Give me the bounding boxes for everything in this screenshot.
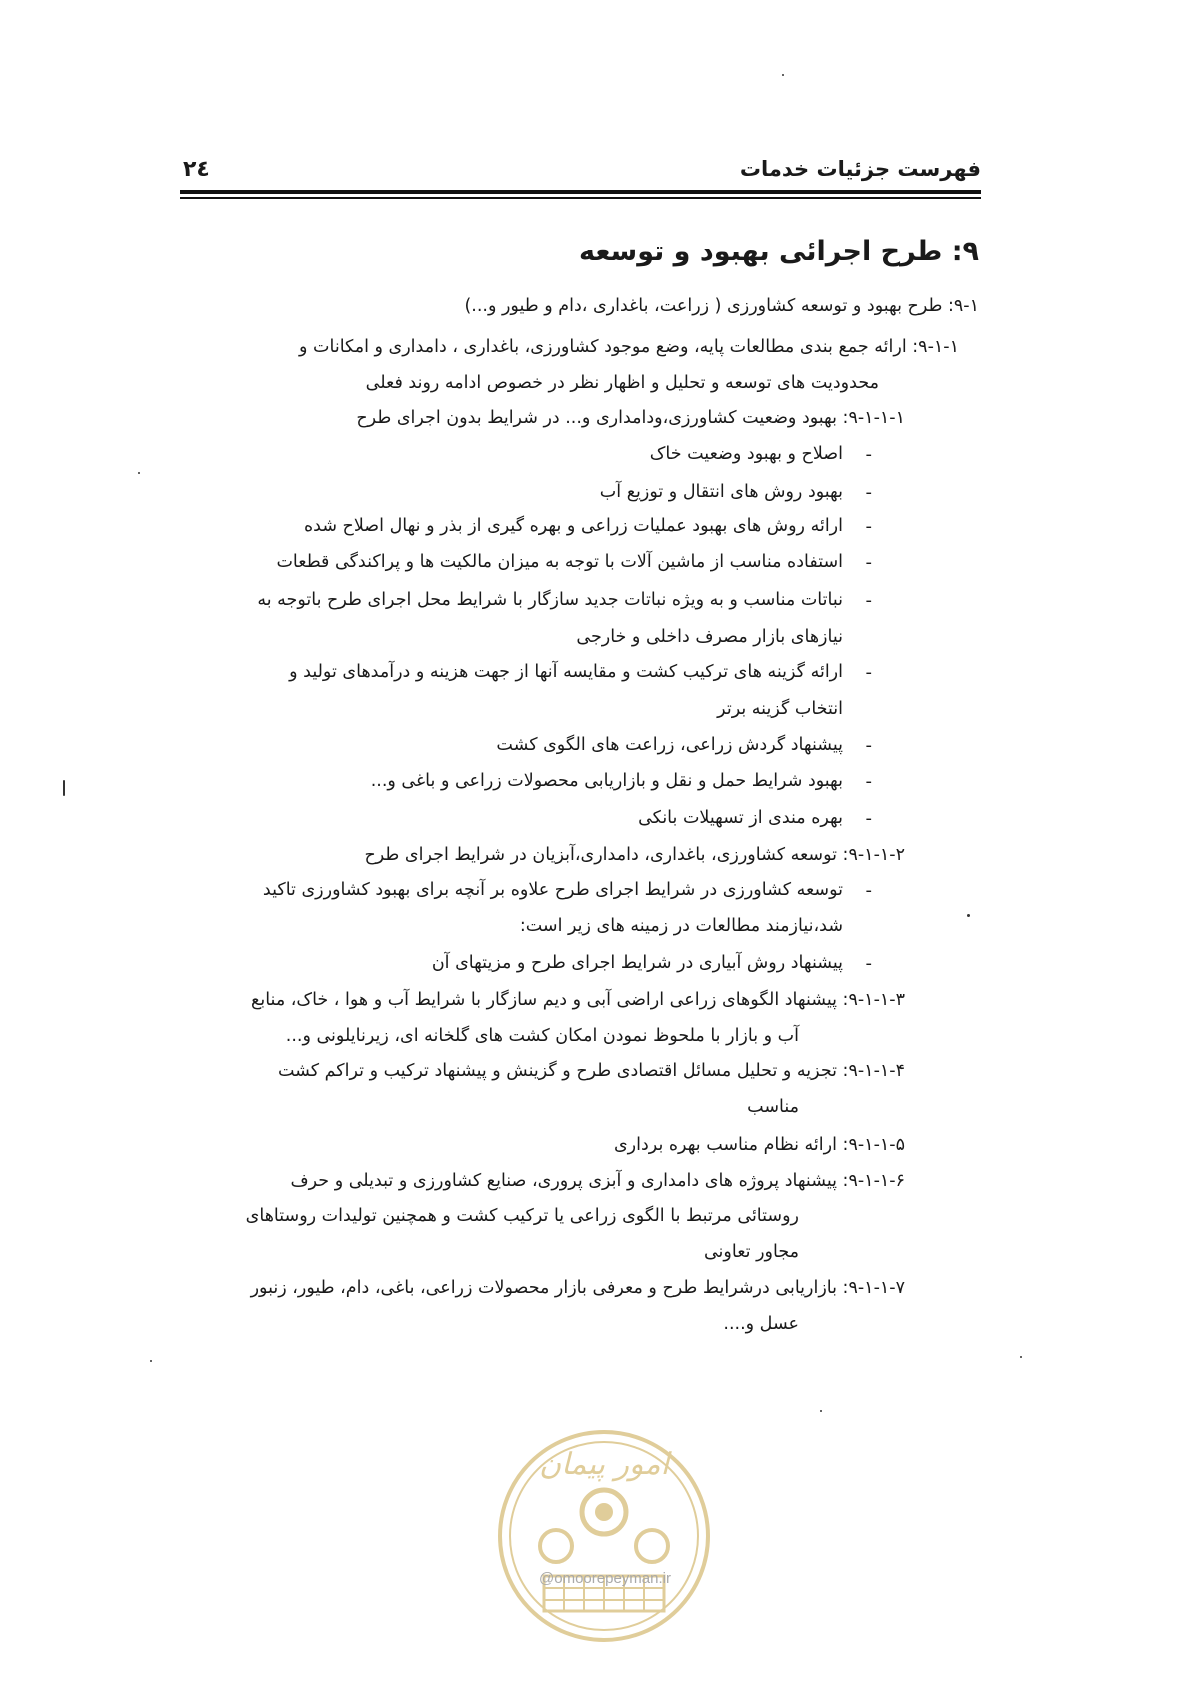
item-continuation: عسل و.... xyxy=(723,1314,799,1334)
watermark-seal xyxy=(494,1426,714,1646)
item-heading-2: ۹-۱-۱-۲: توسعه کشاورزی، باغداری، دامداری،آبزیان در شرایط اجرای طرح xyxy=(364,845,905,865)
scan-speck xyxy=(782,74,784,76)
bullet-marker: - xyxy=(865,662,872,683)
bullet-marker: - xyxy=(865,552,872,573)
bullet-item: بهبود شرایط حمل و نقل و بازاریابی محصولات زراعی و باغی و... xyxy=(370,771,843,791)
header-rule-thick xyxy=(180,190,981,194)
bullet-marker: - xyxy=(865,771,872,792)
bullet-marker: - xyxy=(865,590,872,611)
watermark-seal-text: امور پیمان xyxy=(539,1447,669,1482)
bullet-marker: - xyxy=(865,444,872,465)
scan-speck xyxy=(820,1410,822,1412)
bullet-marker: - xyxy=(865,735,872,756)
bullet-marker: - xyxy=(865,516,872,537)
bullet-marker: - xyxy=(865,808,872,829)
bullet-item: استفاده مناسب از ماشین آلات با توجه به میزان مالکیت ها و پراکندگی قطعات xyxy=(276,552,843,572)
item-heading-4: ۹-۱-۱-۴: تجزیه و تحلیل مسائل اقتصادی طرح و گزینش و پیشنهاد ترکیب و تراکم کشت xyxy=(277,1061,905,1081)
header-title: فهرست جزئیات خدمات xyxy=(739,157,981,181)
bullet-item: توسعه کشاورزی در شرایط اجرای طرح علاوه بر آنچه برای بهبود کشاورزی تاکید xyxy=(262,880,843,900)
item-continuation: روستائی مرتبط با الگوی زراعی یا ترکیب کشت و همچنین تولیدات روستاهای xyxy=(245,1206,799,1226)
bullet-marker: - xyxy=(865,482,872,503)
item-continuation: مناسب xyxy=(747,1097,799,1117)
header-rule-thin xyxy=(180,197,981,199)
section-heading: ۹-۱: طرح بهبود و توسعه کشاورزی ( زراعت، باغداری ،دام و طیور و...) xyxy=(464,296,979,316)
item-continuation: مجاور تعاونی xyxy=(703,1242,799,1262)
bullet-item: بهره مندی از تسهیلات بانکی xyxy=(638,808,843,828)
chapter-title: ۹: طرح اجرائی بهبود و توسعه xyxy=(579,236,979,267)
page-number: ۲٤ xyxy=(183,157,210,182)
bullet-marker: - xyxy=(865,880,872,901)
bullet-item: پیشنهاد گردش زراعی، زراعت های الگوی کشت xyxy=(496,735,843,755)
bullet-item: ارائه روش های بهبود عملیات زراعی و بهره گیری از بذر و نهال اصلاح شده xyxy=(303,516,843,536)
scan-speck xyxy=(1020,1356,1022,1358)
item-heading-5: ۹-۱-۱-۵: ارائه نظام مناسب بهره برداری xyxy=(613,1135,905,1155)
bullet-item-continuation: شد،نیازمند مطالعات در زمینه های زیر است: xyxy=(519,916,843,936)
item-heading-1: ۹-۱-۱-۱: بهبود وضعیت کشاورزی،ودامداری و... در شرایط بدون اجرای طرح xyxy=(356,408,905,428)
watermark-site: @omoorepeyman.ir xyxy=(539,1570,671,1587)
scan-speck xyxy=(138,472,140,474)
bullet-item-continuation: نیازهای بازار مصرف داخلی و خارجی xyxy=(576,627,843,647)
bullet-item: پیشنهاد روش آبیاری در شرایط اجرای طرح و مزیتهای آن xyxy=(431,953,843,973)
scan-speck xyxy=(967,914,970,917)
subsection-continuation: محدودیت های توسعه و تحلیل و اظهار نظر در خصوص ادامه روند فعلی xyxy=(365,373,879,393)
item-heading-7: ۹-۱-۱-۷: بازاریابی درشرایط طرح و معرفی بازار محصولات زراعی، باغی، دام، طیور، زنبور xyxy=(250,1278,905,1298)
scan-speck xyxy=(150,1360,152,1362)
bullet-item-continuation: انتخاب گزینه برتر xyxy=(717,699,843,719)
item-continuation: آب و بازار با ملحوظ نمودن امکان کشت های گلخانه ای، زیرنایلونی و... xyxy=(285,1026,799,1046)
item-heading-3: ۹-۱-۱-۳: پیشنهاد الگوهای زراعی اراضی آبی و دیم سازگار با شرایط آب و هوا ، خاک، منابع xyxy=(251,990,905,1010)
bullet-marker: - xyxy=(865,953,872,974)
scan-speck xyxy=(63,780,65,796)
bullet-item: بهبود روش های انتقال و توزیع آب xyxy=(599,482,843,502)
bullet-item: اصلاح و بهبود وضعیت خاک xyxy=(649,444,843,464)
bullet-item: ارائه گزینه های ترکیب کشت و مقایسه آنها از جهت هزینه و درآمدهای تولید و xyxy=(289,662,843,682)
subsection-heading: ۹-۱-۱: ارائه جمع بندی مطالعات پایه، وضع موجود کشاورزی، باغداری ، دامداری و امکانات و xyxy=(299,337,959,357)
item-heading-6: ۹-۱-۱-۶: پیشنهاد پروژه های دامداری و آبزی پروری، صنایع کشاورزی و تبدیلی و حرف xyxy=(290,1171,905,1191)
bullet-item: نباتات مناسب و به ویژه نباتات جدید سازگار با شرایط محل اجرای طرح باتوجه به xyxy=(257,590,843,610)
